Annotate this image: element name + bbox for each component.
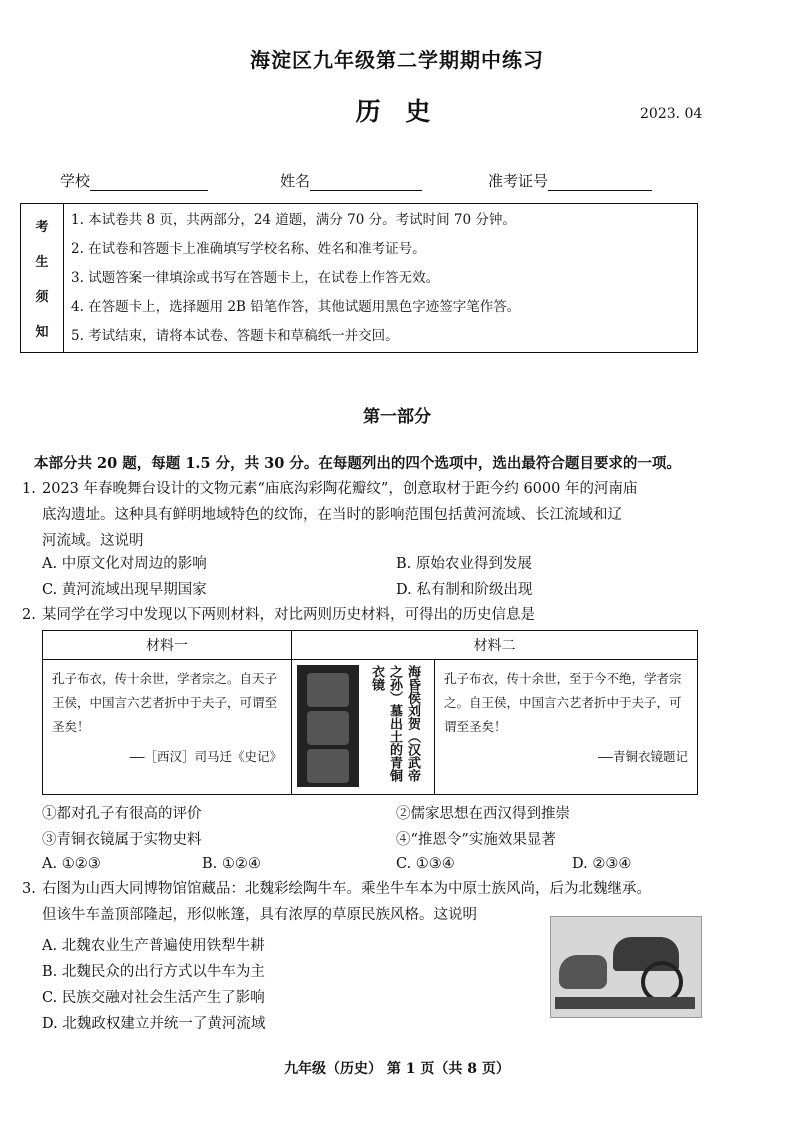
- q3-option-b: B. 北魏民众的出行方式以牛车为主: [42, 964, 265, 980]
- exam-id-field: [488, 170, 652, 191]
- q2-option-a: A. ①②③: [42, 856, 101, 872]
- exam-id-blank: [548, 176, 652, 191]
- materials-table: [42, 630, 698, 795]
- q3-stem: 右图为山西大同博物馆馆藏品：北魏彩绘陶牛车。乘坐牛车本为中原士族风尚，后为北魏继承。 但该牛车盖顶部隆起，形似帐篷，具有浓厚的草原民族风格。这说明: [42, 881, 651, 923]
- q1-option-b: B. 原始农业得到发展: [396, 556, 532, 572]
- q1-number: 1.: [22, 481, 36, 497]
- material2-header: 材料二: [292, 631, 698, 660]
- notice-item: 2. 在试卷和答题卡上准确填写学校名称、姓名和准考证号。: [71, 241, 426, 257]
- q2-number: 2.: [22, 607, 36, 623]
- mirror-caption: 海昏侯刘贺（汉武帝之孙）墓出土的青铜衣镜: [369, 665, 420, 782]
- mirror-caption-cell: [364, 660, 435, 795]
- q2-statement-3: ③青铜衣镜属于实物史料: [42, 832, 202, 848]
- material1-header: 材料一: [43, 631, 292, 660]
- notice-list: [71, 206, 689, 351]
- notice-item: 1. 本试卷共 8 页，共两部分，24 道题，满分 70 分。考试时间 70 分钟。: [71, 212, 516, 228]
- school-label: 学校: [60, 172, 91, 190]
- exam-date: 2023. 04: [640, 106, 703, 122]
- candidate-notice: [20, 203, 698, 353]
- subject-title: 历 史: [355, 97, 439, 126]
- bronze-mirror-image: [297, 665, 359, 787]
- notice-item: 5. 考试结束，请将本试卷、答题卡和草稿纸一并交回。: [71, 328, 399, 344]
- school-blank: [90, 176, 208, 191]
- q1-stem: 2023 年春晚舞台设计的文物元素“庙底沟彩陶花瓣纹”，创意取材于距今约 6000 年的河南庙 底沟遗址。这种具有鲜明地域特色的纹饰，在当时的影响范围包括黄河流域、长江流域和辽 河流域。这说明: [42, 481, 638, 549]
- material1-text: 孔子布衣，传十余世，学者宗之。自天子王侯，中国言六艺者折中于夫子，可谓至圣矣！: [52, 671, 278, 734]
- q2-option-b: B. ①②④: [202, 856, 261, 872]
- part-instructions: 本部分共 20 题，每题 1.5 分，共 30 分。在每题列出的四个选项中，选出最符合题目要求的一项。: [34, 455, 681, 472]
- q1-option-c: C. 黄河流域出现早期国家: [42, 582, 207, 598]
- exam-id-label: 准考证号: [488, 172, 549, 190]
- q3-option-a: A. 北魏农业生产普遍使用铁犁牛耕: [42, 938, 265, 954]
- q3-option-d: D. 北魏政权建立并统一了黄河流域: [42, 1016, 266, 1032]
- q2-statement-2: ②儒家思想在西汉得到推崇: [396, 806, 570, 822]
- material2-cite: ——青铜衣镜题记: [597, 749, 688, 764]
- mirror-image-cell: [292, 660, 365, 795]
- q2-statement-1: ①都对孔子有很高的评价: [42, 806, 202, 822]
- material2-text: 孔子布衣，传十余世，至于今不绝，学者宗之。自王侯，中国言六艺者折中于夫子，可谓至圣矣！: [444, 671, 682, 734]
- q1-option-d: D. 私有制和阶级出现: [396, 582, 533, 598]
- name-field: [280, 170, 422, 191]
- notice-item: 3. 试题答案一律填涂或书写在答题卡上，在试卷上作答无效。: [71, 270, 440, 286]
- material2-cell: [435, 660, 698, 795]
- notice-label: 考 生 须 知: [21, 204, 64, 352]
- q2-option-c: C. ①③④: [396, 856, 455, 872]
- page-footer: 九年级（历史） 第 1 页（共 8 页）: [284, 1061, 510, 1077]
- material1-cite: ——［西汉］司马迁《史记》: [129, 749, 282, 764]
- ox-cart-photo: [550, 916, 702, 1018]
- q1-option-a: A. 中原文化对周边的影响: [42, 556, 207, 572]
- q2-option-d: D. ②③④: [572, 856, 632, 872]
- name-label: 姓名: [280, 172, 311, 190]
- material1-cell: [43, 660, 292, 795]
- notice-item: 4. 在答题卡上，选择题用 2B 铅笔作答，其他试题用黑色字迹签字笔作答。: [71, 299, 521, 315]
- q2-stem: 某同学在学习中发现以下两则材料，对比两则历史材料，可得出的历史信息是: [42, 607, 535, 623]
- q3-option-c: C. 民族交融对社会生活产生了影响: [42, 990, 265, 1006]
- part-title: 第一部分: [363, 407, 431, 427]
- q2-statement-4: ④“推恩令”实施效果显著: [396, 832, 556, 848]
- q3-number: 3.: [22, 881, 36, 897]
- school-field: [60, 170, 208, 191]
- exam-title: 海淀区九年级第二学期期中练习: [250, 48, 544, 72]
- name-blank: [310, 176, 422, 191]
